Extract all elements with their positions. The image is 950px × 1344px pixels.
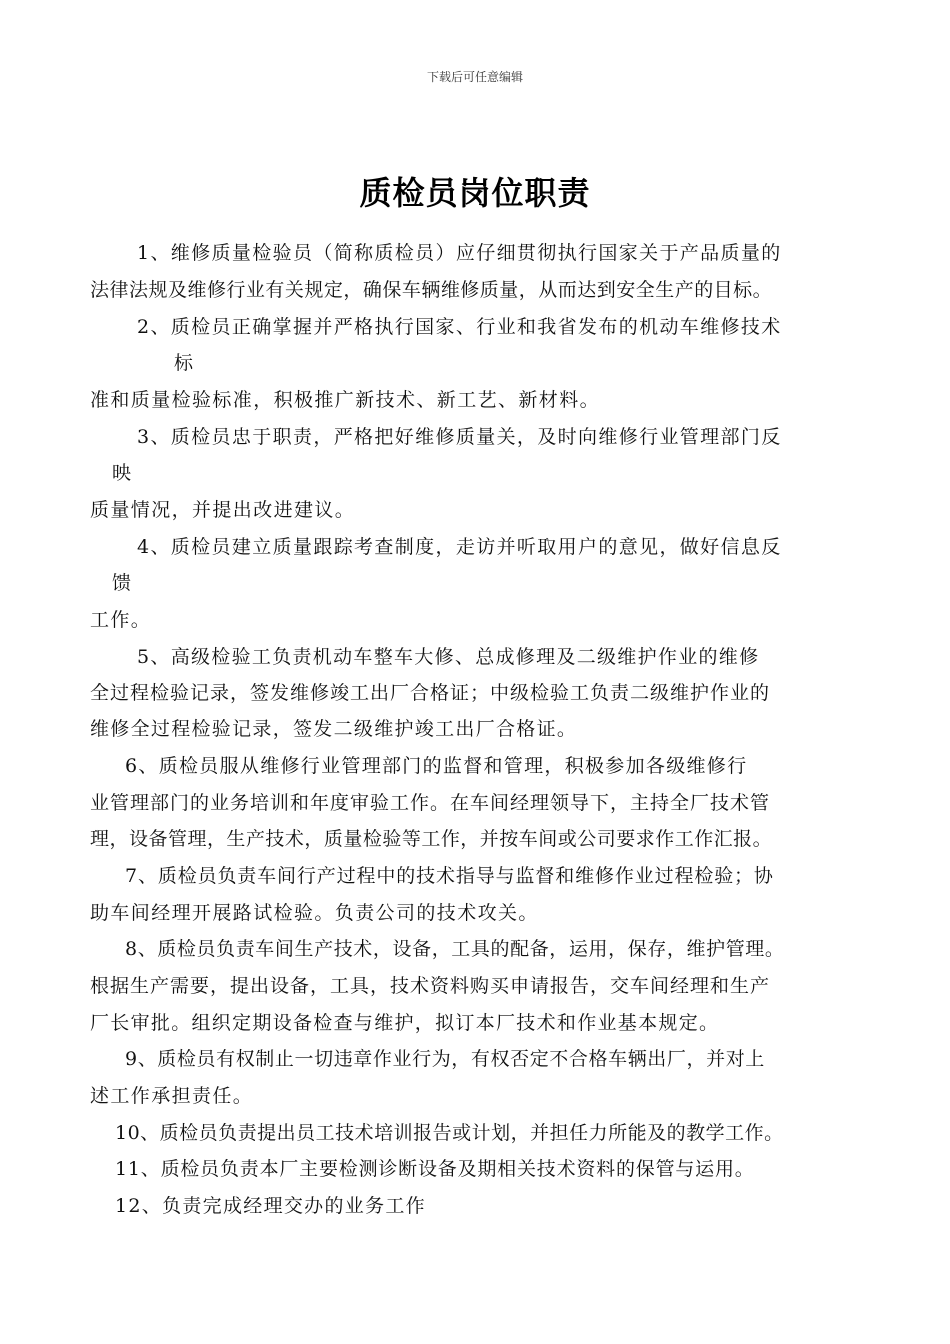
body-line: 10、质检员负责提出员工技术培训报告或计划，并担任力所能及的教学工作。 (115, 1122, 784, 1144)
body-line: 3、质检员忠于职责，严格把好维修质量关，及时向维修行业管理部门反 (137, 426, 782, 448)
body-line: 工作。 (90, 609, 152, 631)
body-line: 6、质检员服从维修行业管理部门的监督和管理，积极参加各级维修行 (125, 755, 748, 777)
body-line: 馈 (112, 572, 132, 594)
body-line: 维修全过程检验记录，签发二级维护竣工出厂合格证。 (90, 718, 578, 740)
body-line: 映 (112, 462, 132, 484)
body-line: 理，设备管理，生产技术，质量检验等工作，并按车间或公司要求作工作汇报。 (90, 828, 773, 850)
document-title: 质检员岗位职责 (359, 174, 591, 212)
header-note: 下载后可任意编辑 (426, 70, 523, 84)
body-line: 业管理部门的业务培训和年度审验工作。在车间经理领导下，主持全厂技术管 (90, 792, 771, 814)
body-line: 厂长审批。组织定期设备检查与维护，拟订本厂技术和作业基本规定。 (90, 1012, 720, 1034)
body-line: 7、质检员负责车间行产过程中的技术指导与监督和维修作业过程检验；协 (125, 865, 774, 887)
body-line: 述工作承担责任。 (90, 1085, 254, 1107)
body-line: 法律法规及维修行业有关规定，确保车辆维修质量，从而达到安全生产的目标。 (90, 279, 773, 301)
body-line: 助车间经理开展路试检验。负责公司的技术攻关。 (90, 902, 539, 924)
body-line: 12、负责完成经理交办的业务工作 (115, 1195, 426, 1217)
body-line: 1、维修质量检验员（简称质检员）应仔细贯彻执行国家关于产品质量的 (137, 242, 782, 264)
body-line: 8、质检员负责车间生产技术，设备，工具的配备，运用，保存，维护管理。 (125, 938, 785, 960)
body-line: 5、高级检验工负责机动车整车大修、总成修理及二级维护作业的维修 (137, 646, 760, 668)
body-line: 2、质检员正确掌握并严格执行国家、行业和我省发布的机动车维修技术 (137, 316, 782, 338)
body-line: 准和质量检验标准，积极推广新技术、新工艺、新材料。 (90, 389, 601, 411)
body-line: 质量情况，并提出改进建议。 (90, 499, 356, 521)
body-line: 4、质检员建立质量跟踪考查制度，走访并听取用户的意见，做好信息反 (137, 536, 782, 558)
body-line: 根据生产需要，提出设备，工具，技术资料购买申请报告，交车间经理和生产 (90, 975, 771, 997)
body-line: 全过程检验记录，签发维修竣工出厂合格证；中级检验工负责二级维护作业的 (90, 682, 771, 704)
body-line: 9、质检员有权制止一切违章作业行为，有权否定不合格车辆出厂，并对上 (125, 1048, 765, 1070)
body-line: 标 (174, 352, 194, 374)
body-line: 11、质检员负责本厂主要检测诊断设备及期相关技术资料的保管与运用。 (115, 1158, 755, 1180)
